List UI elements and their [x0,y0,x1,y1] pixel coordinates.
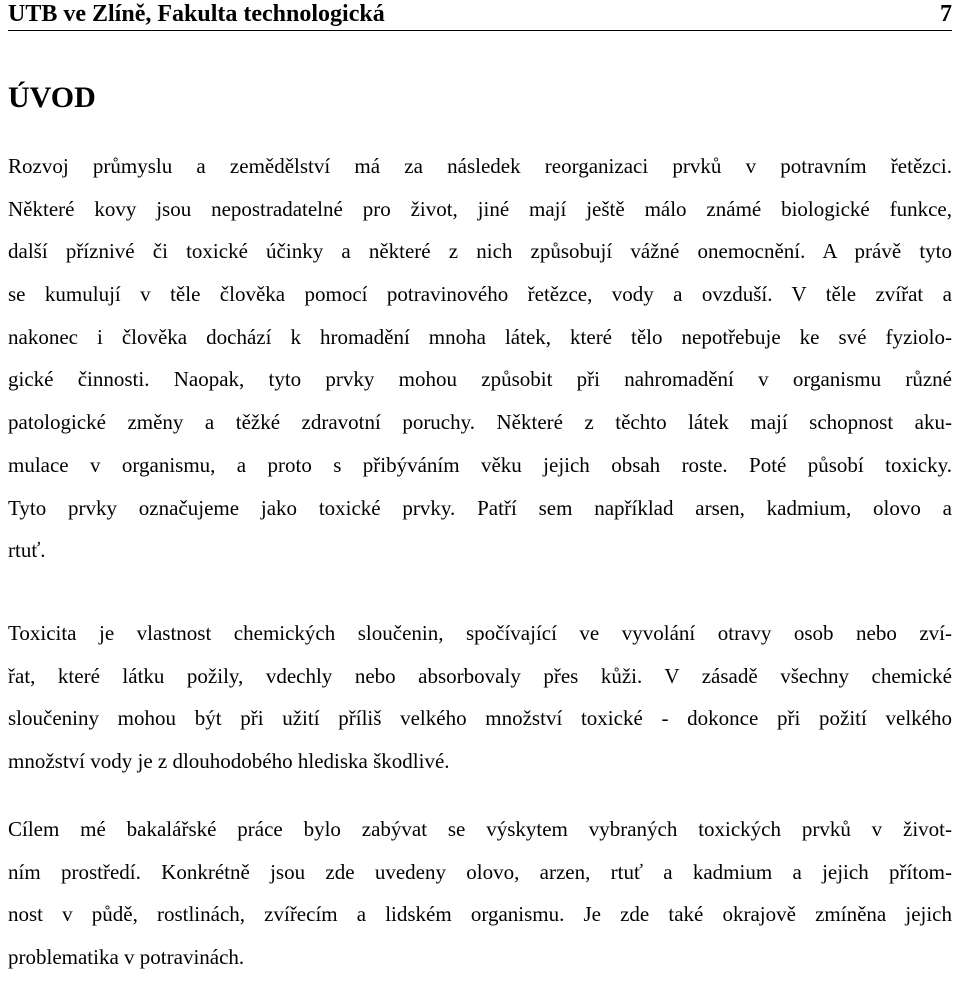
paragraph-intro [8,145,952,572]
paragraph-aim [8,808,952,979]
page-number: 7 [940,1,952,27]
text-line: mulace v organismu, a proto s přibýváním věku jejich obsah roste. Poté působí toxicky. [8,452,952,477]
running-header [8,0,952,31]
text-line: množství vody je z dlouhodobého hlediska škodlivé. [8,749,450,774]
paragraph-toxicity [8,612,952,783]
text-line: se kumulují v těle člověka pomocí potravinového řetězce, vody a ovzduší. V těle zvířat a [8,282,952,307]
text-line: gické činnosti. Naopak, tyto prvky mohou způsobit při nahromadění v organismu různé [8,367,952,392]
chapter-heading: ÚVOD [8,81,96,114]
text-line: nakonec i člověka dochází k hromadění mnoha látek, které tělo nepotřebuje ke své fyziolo- [8,324,952,349]
text-line: patologické změny a těžké zdravotní poruchy. Některé z těchto látek mají schopnost aku- [8,410,952,435]
text-line: Cílem mé bakalářské práce bylo zabývat se výskytem vybraných toxických prvků v život- [8,817,952,841]
text-line: další příznivé či toxické účinky a některé z nich způsobují vážné onemocnění. A právě tyto [8,239,952,264]
header-title: UTB ve Zlíně, Fakulta technologická [8,1,385,27]
text-line: ním prostředí. Konkrétně jsou zde uvedeny olovo, arzen, rtuť a kadmium a jejich přítom- [8,859,952,884]
text-line: rtuť. [8,538,46,563]
text-line: Toxicita je vlastnost chemických sloučenin, spočívající ve vyvolání otravy osob nebo zví- [8,621,952,645]
text-line: problematika v potravinách. [8,945,245,970]
text-line: Rozvoj průmyslu a zemědělství má za následek reorganizaci prvků v potravním řetězci. [8,154,952,178]
text-line: sloučeniny mohou být při užití příliš velkého množství toxické - dokonce při požití velkého [8,706,952,731]
text-line: nost v půdě, rostlinách, zvířecím a lidském organismu. Je zde také okrajově zmíněna jejich [8,902,952,927]
text-line: Některé kovy jsou nepostradatelné pro život, jiné mají ještě málo známé biologické funkce, [8,196,952,221]
text-line: řat, které látku požily, vdechly nebo absorbovaly přes kůži. V zásadě všechny chemické [8,663,952,688]
text-line: Tyto prvky označujeme jako toxické prvky. Patří sem například arsen, kadmium, olovo a [8,495,952,520]
